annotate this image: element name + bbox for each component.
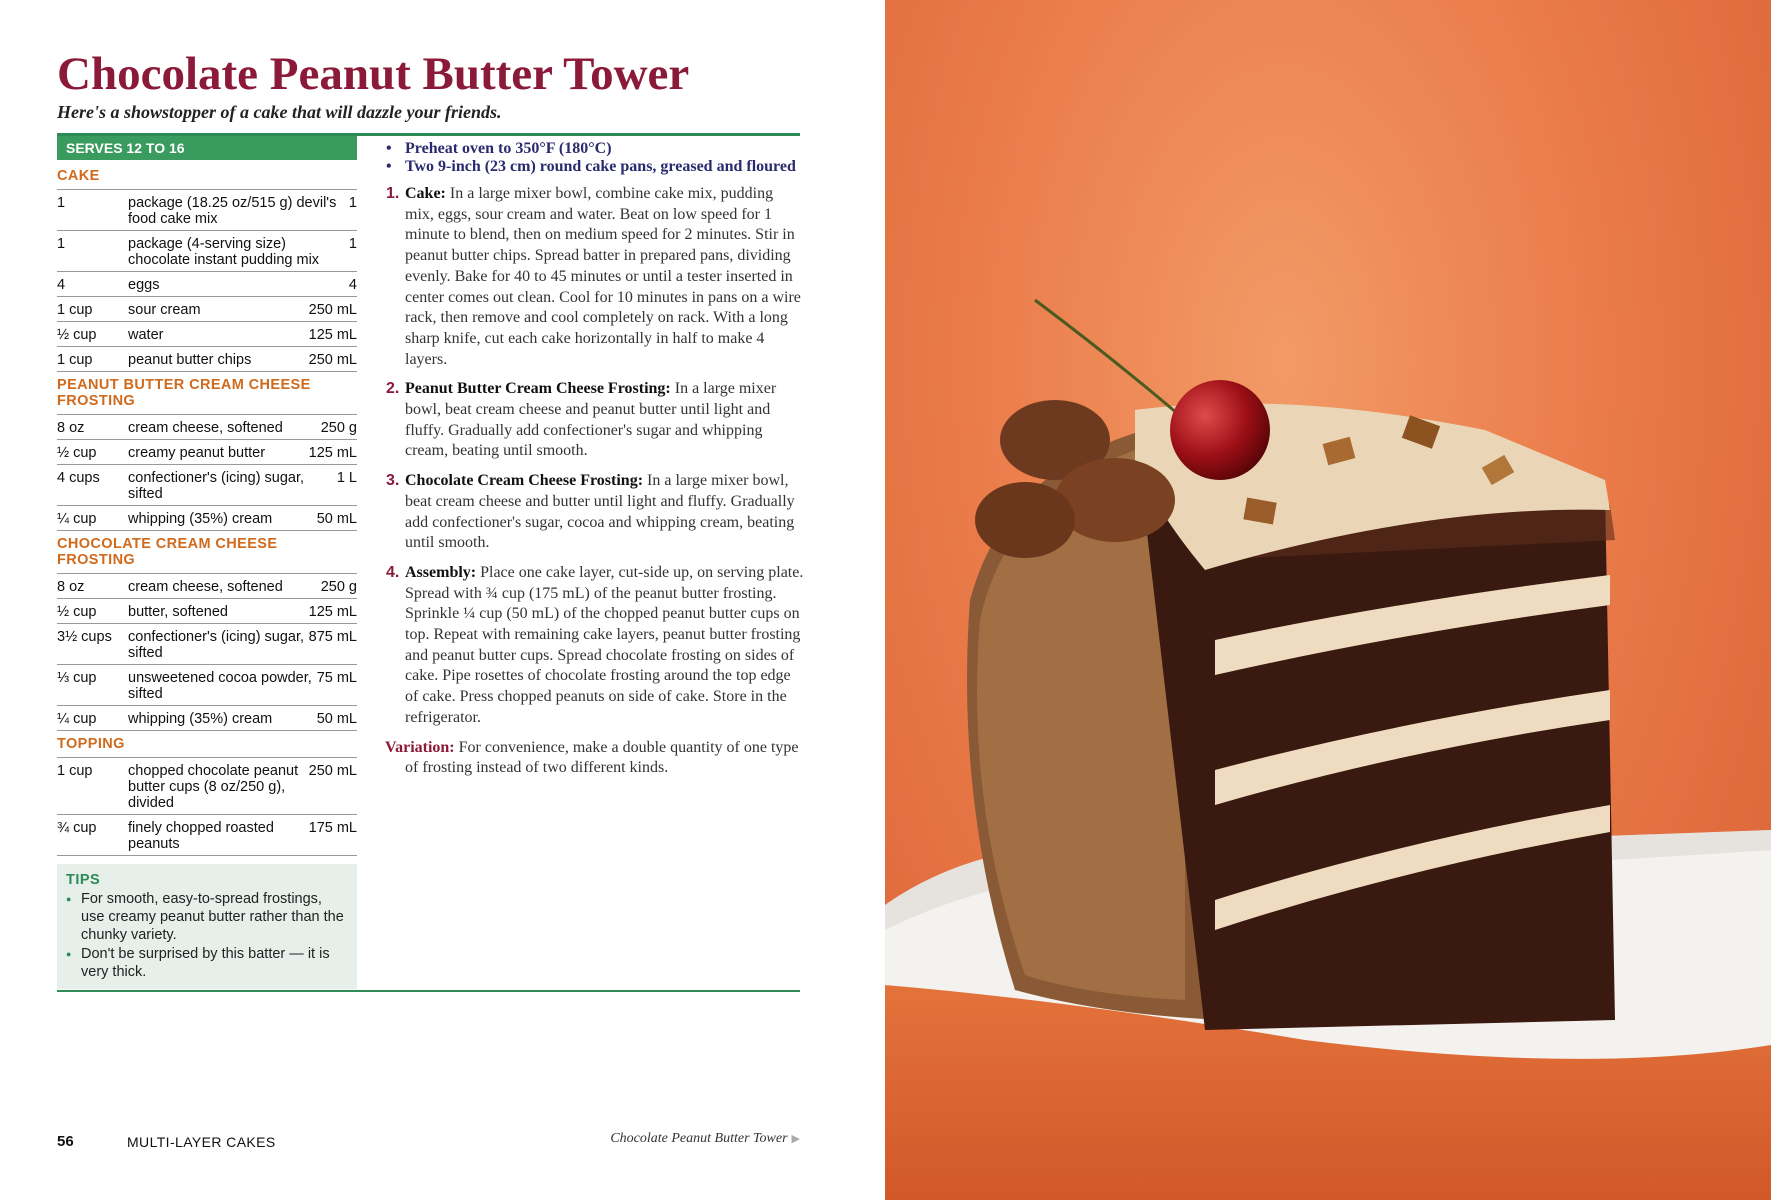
ingredient-description: creamy peanut butter [128, 445, 266, 461]
cake-illustration [885, 0, 1771, 1200]
step-number: 1. [386, 185, 400, 202]
method-step [385, 563, 805, 729]
triangle-right-icon: ▶ [791, 1133, 800, 1145]
ingredient-row [57, 465, 357, 506]
serves-banner: SERVES 12 TO 16 [57, 136, 357, 160]
step-label: Chocolate Cream Cheese Frosting: [405, 472, 644, 490]
ingredient-description: unsweetened cocoa powder, sifted [128, 670, 312, 702]
tips-title: TIPS [66, 872, 101, 888]
ingredient-description: whipping (35%) cream [128, 511, 273, 527]
ingredient-description: eggs [128, 277, 160, 293]
ingredient-quantity: 1 cup [57, 302, 93, 318]
ingredient-row [57, 815, 357, 856]
ingredient-metric: 125 mL [308, 604, 357, 620]
bottom-divider [57, 990, 800, 992]
ingredient-row [57, 190, 357, 231]
chocolate-rosette [975, 482, 1075, 558]
ingredient-metric: 50 mL [316, 711, 357, 727]
recipe-page [0, 0, 885, 1200]
step-text: In a large mixer bowl, beat cream cheese and peanut butter until light and fluffy. Gradually add confectioner's sugar and whipping cream, beating until smooth. [405, 380, 777, 460]
ingredient-description: water [128, 327, 164, 343]
step-label: Cake: [405, 185, 446, 202]
ingredient-section-heading: CHOCOLATE CREAM CHEESE FROSTING [57, 531, 357, 574]
ingredient-quantity: ½ cup [57, 445, 97, 461]
ingredient-quantity: 4 cups [57, 470, 100, 486]
ingredient-metric: 875 mL [308, 629, 357, 645]
ingredient-section-heading: TOPPING [57, 731, 357, 758]
ingredient-row [57, 624, 357, 665]
ingredient-quantity: 3½ cups [57, 629, 112, 645]
ingredient-row [57, 297, 357, 322]
ingredient-metric: 250 mL [308, 763, 357, 779]
cherry [1170, 380, 1270, 480]
ingredient-quantity: 4 [57, 277, 66, 293]
ingredient-quantity: ½ cup [57, 327, 97, 343]
ingredient-description: cream cheese, softened [128, 420, 283, 436]
step-text: In a large mixer bowl, beat cream cheese and butter until light and fluffy. Gradually add confectioner's sugar, cocoa and whipping cream, beating until smooth. [405, 472, 795, 552]
ingredient-section-heading: PEANUT BUTTER CREAM CHEESE FROSTING [57, 372, 357, 415]
tips-box [57, 864, 357, 989]
tip-item: ● For smooth, easy-to-spread frostings, use creamy peanut butter rather than the chunky variety. [66, 890, 347, 944]
method-steps [385, 184, 805, 729]
ingredient-row [57, 506, 357, 531]
ingredient-description: whipping (35%) cream [128, 711, 273, 727]
step-text: In a large mixer bowl, combine cake mix, pudding mix, eggs, sour cream and water. Beat on low speed for 1 minute to blend, then on medium speed for 2 minutes. Stir in peanut butter chips. Spread batter in prepared pans, dividing evenly. Bake for 40 to 45 minutes or until a tester inserted in center comes out clean. Cool for 10 minutes in pans on a wire rack, then remove and cool completely on rack. With a long sharp knife, cut each cake horizontally in half to make 4 layers. [405, 185, 801, 368]
ingredient-description: package (4-serving size) chocolate instant pudding mix [128, 236, 320, 268]
ingredient-quantity: 1 [57, 236, 66, 252]
ingredient-quantity: 1 cup [57, 352, 93, 368]
ingredient-description: confectioner's (icing) sugar, sifted [128, 629, 305, 661]
ingredient-sections [57, 163, 357, 856]
ingredient-quantity: ½ cup [57, 604, 97, 620]
ingredient-description: sour cream [128, 302, 201, 318]
step-label: Peanut Butter Cream Cheese Frosting: [405, 380, 671, 398]
page-number: 56 [57, 1133, 74, 1150]
ingredient-row [57, 758, 357, 815]
ingredient-row [57, 322, 357, 347]
tip-item: ● Don't be surprised by this batter — it is very thick. [66, 945, 347, 981]
variation-text: For convenience, make a double quantity of one type of frosting instead of two different kinds. [405, 738, 799, 777]
ingredient-description: peanut butter chips [128, 352, 252, 368]
ingredient-quantity: ¼ cup [57, 711, 97, 727]
step-text: Place one cake layer, cut-side up, on serving plate. Spread with ¾ cup (175 mL) of the peanut butter frosting. Sprinkle ¼ cup (50 mL) of the chopped peanut butter cups on top. Repeat with remaining cake layers, peanut butter frosting and peanut butter cups. Spread chocolate frosting on sides of cake. Pipe rosettes of chocolate frosting around the top edge of cake. Press chopped peanuts on side of cake. Store in the refrigerator. [405, 563, 804, 726]
ingredient-metric: 175 mL [308, 820, 357, 836]
ingredient-row [57, 347, 357, 372]
ingredient-metric: 250 mL [308, 352, 357, 368]
ingredient-row [57, 599, 357, 624]
ingredient-metric: 125 mL [308, 445, 357, 461]
ingredient-quantity: 1 cup [57, 763, 93, 779]
recipe-title: Chocolate Peanut Butter Tower [57, 48, 690, 100]
ingredient-metric: 1 [348, 236, 357, 252]
step-label: Assembly: [405, 563, 477, 581]
prep-list [385, 140, 805, 176]
ingredient-metric: 250 g [320, 579, 357, 595]
step-number: 2. [386, 380, 400, 398]
ingredient-description: butter, softened [128, 604, 228, 620]
ingredient-row [57, 415, 357, 440]
ingredient-metric: 4 [348, 277, 357, 293]
step-number: 4. [386, 563, 400, 581]
ingredient-description: cream cheese, softened [128, 579, 283, 595]
ingredient-quantity: ¼ cup [57, 511, 97, 527]
ingredient-description: package (18.25 oz/515 g) devil's food cake mix [128, 195, 337, 227]
ingredient-row [57, 574, 357, 599]
ingredient-row [57, 665, 357, 706]
ingredient-metric: 1 L [336, 470, 357, 486]
variation-label: Variation: [385, 738, 455, 756]
ingredient-quantity: 1 [57, 195, 66, 211]
ingredient-metric: 75 mL [316, 670, 357, 686]
ingredient-section-heading: CAKE [57, 163, 357, 190]
ingredient-quantity: ⅓ cup [57, 670, 97, 686]
ingredient-row [57, 440, 357, 465]
ingredient-metric: 50 mL [316, 511, 357, 527]
tips-list [66, 890, 347, 981]
ingredient-description: chopped chocolate peanut butter cups (8 oz/250 g), divided [128, 763, 299, 811]
ingredient-row [57, 231, 357, 272]
ingredient-description: finely chopped roasted peanuts [128, 820, 274, 852]
prep-item: • Preheat oven to 350°F (180°C) [385, 140, 805, 158]
ingredients-column [57, 136, 357, 856]
method-step [385, 471, 805, 554]
variation-note [385, 738, 805, 779]
ingredient-metric: 250 mL [308, 302, 357, 318]
ingredient-quantity: ¾ cup [57, 820, 97, 836]
ingredient-description: confectioner's (icing) sugar, sifted [128, 470, 305, 502]
ingredient-quantity: 8 oz [57, 420, 85, 436]
ingredient-row [57, 272, 357, 297]
step-number: 3. [386, 472, 400, 490]
recipe-subtitle: Here's a showstopper of a cake that will dazzle your friends. [57, 102, 502, 122]
ingredient-metric: 125 mL [308, 327, 357, 343]
section-name: MULTI-LAYER CAKES [127, 1134, 276, 1150]
method-column [385, 140, 805, 779]
ingredient-quantity: 8 oz [57, 579, 85, 595]
method-step [385, 184, 805, 370]
cake-photo [885, 0, 1771, 1200]
ingredient-row [57, 706, 357, 731]
ingredient-metric: 1 [348, 195, 357, 211]
running-footer [610, 1131, 800, 1147]
prep-item: • Two 9-inch (23 cm) round cake pans, greased and floured [385, 158, 805, 176]
footer-recipe-name: Chocolate Peanut Butter Tower [610, 1131, 788, 1146]
ingredient-metric: 250 g [320, 420, 357, 436]
method-step [385, 379, 805, 462]
